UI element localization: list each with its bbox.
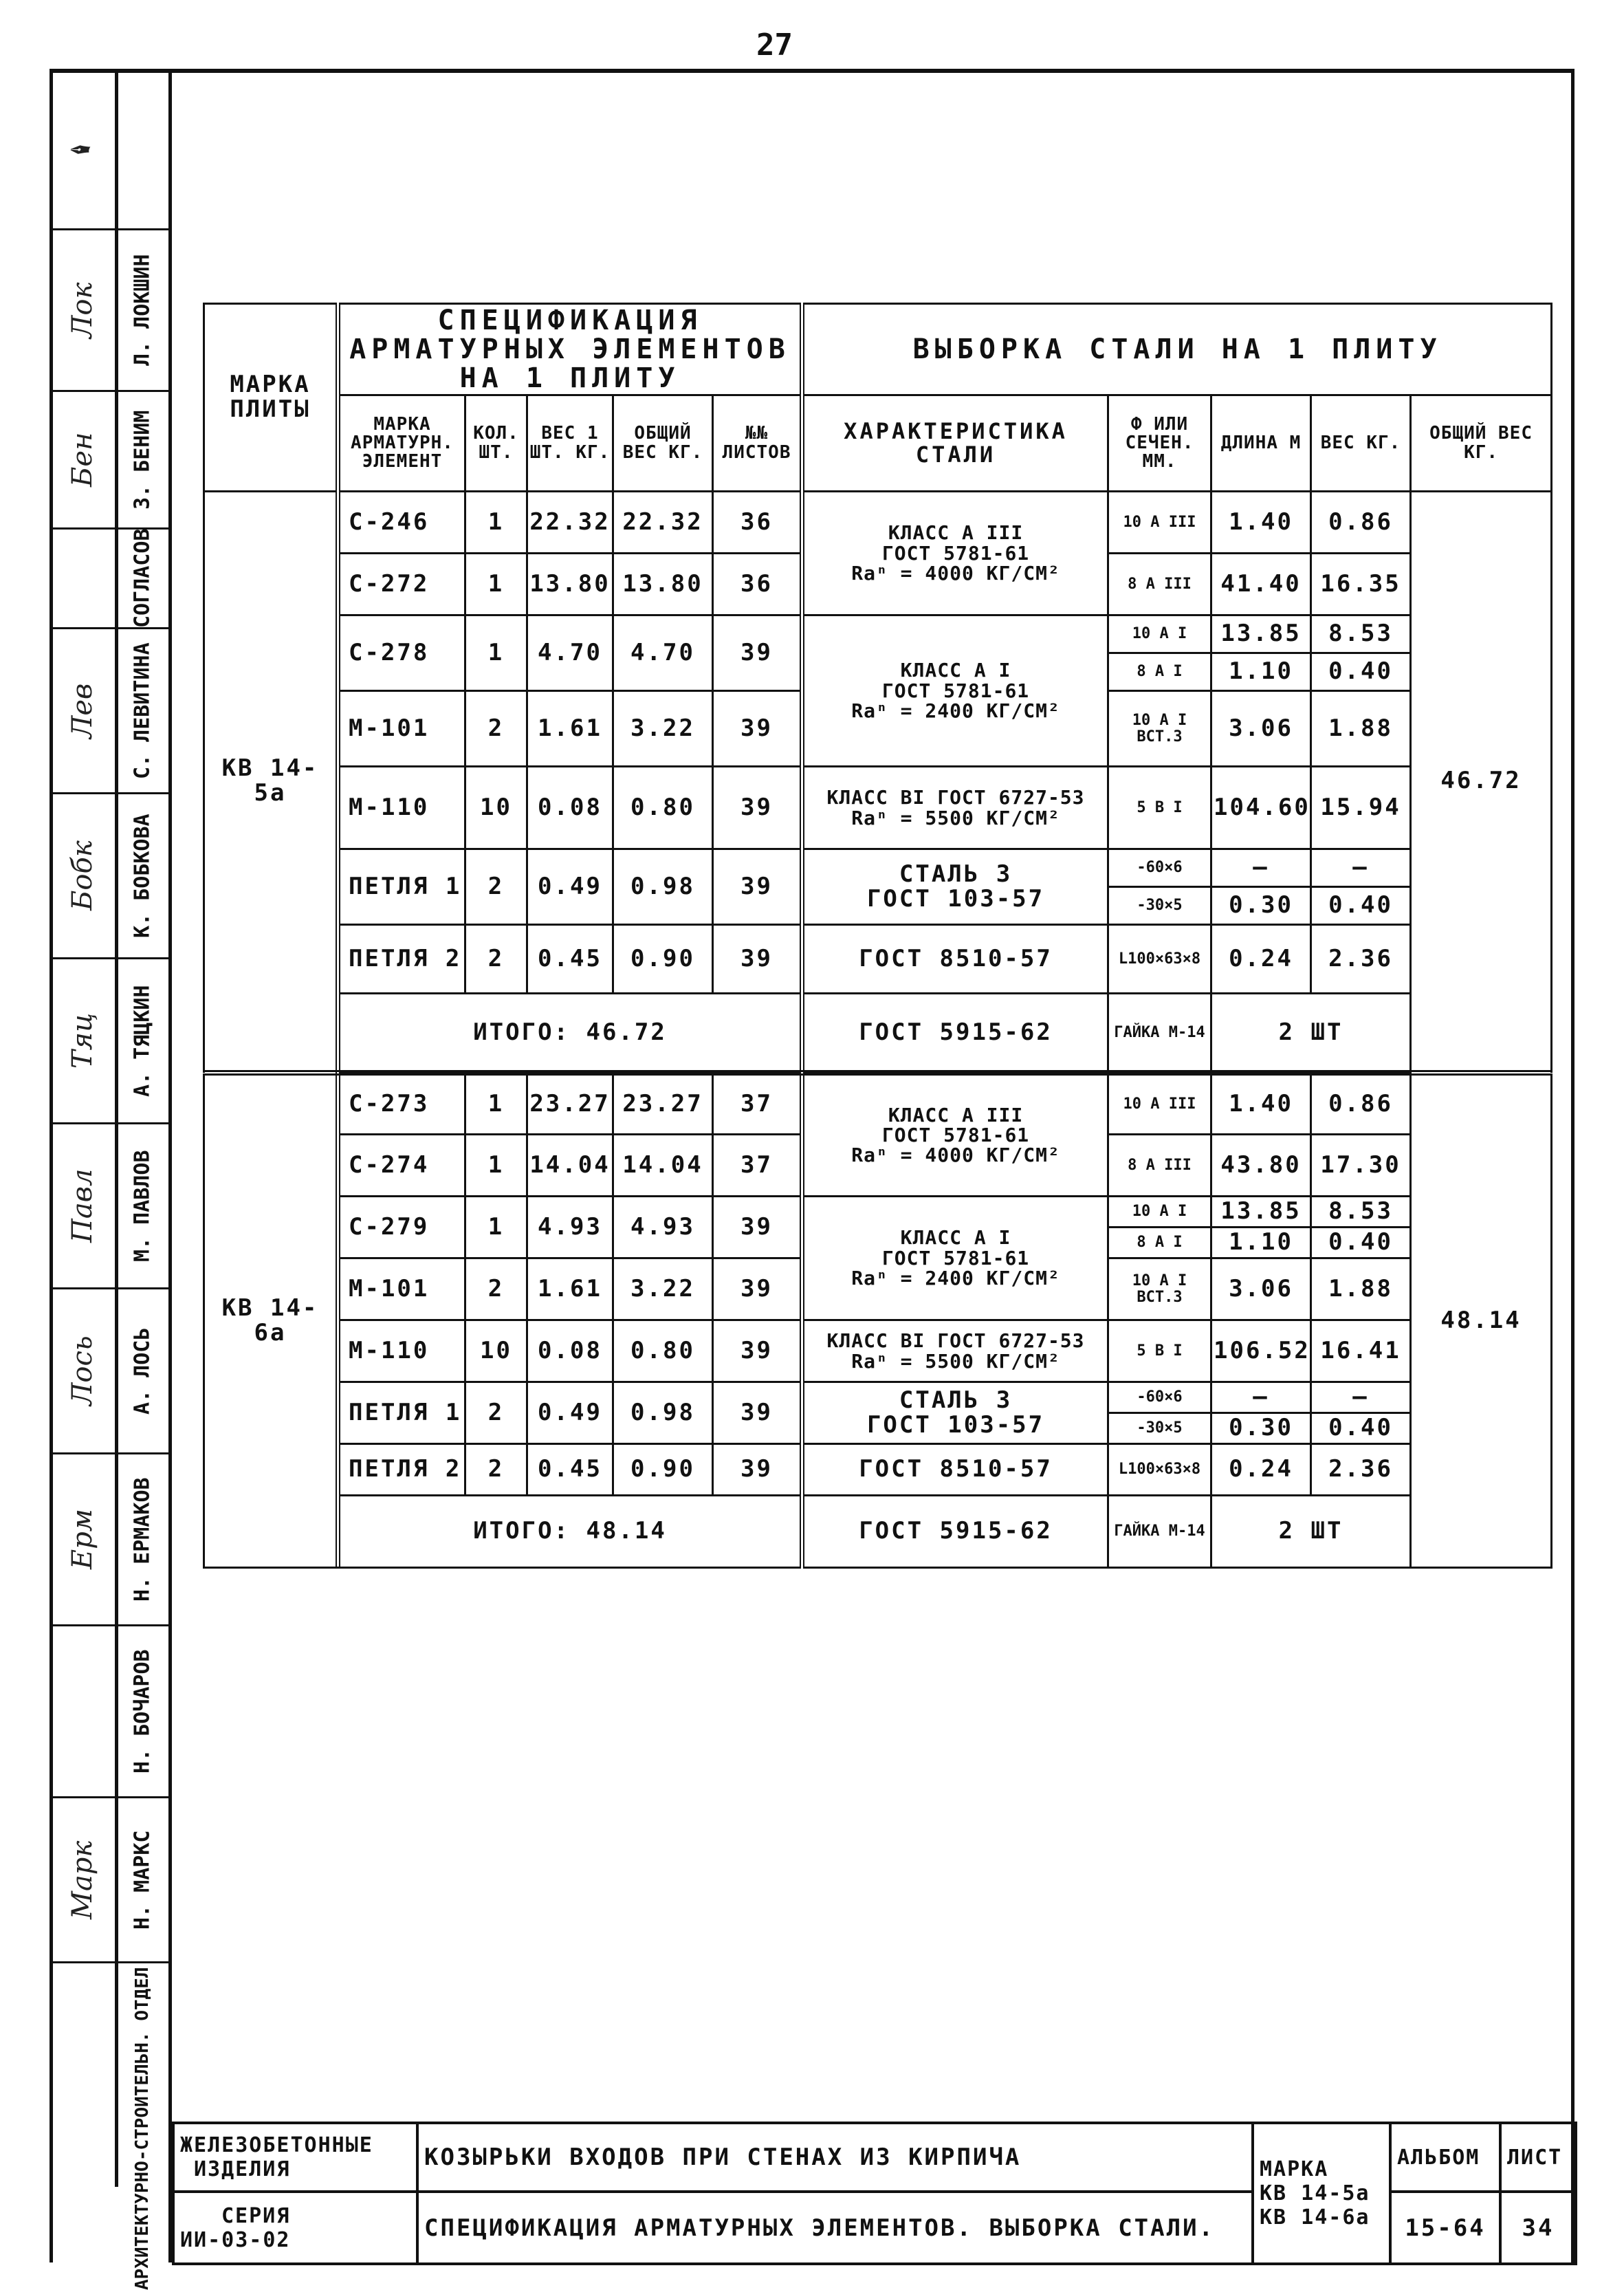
col-diameter: Ф ИЛИ СЕЧЕН. ММ. [1108, 395, 1211, 492]
steel-length: 1.10 [1211, 1228, 1311, 1258]
steel-length: 0.30 [1211, 1413, 1311, 1444]
signature-cell [50, 1124, 172, 1289]
steel-weight: 16.35 [1311, 554, 1411, 615]
element-weight-one: 22.32 [527, 492, 613, 554]
steel-length: 1.40 [1211, 1073, 1311, 1135]
element-qty: 10 [465, 767, 527, 849]
drawing-title-2: СПЕЦИФИКАЦИЯ АРМАТУРНЫХ ЭЛЕМЕНТОВ. ВЫБОРКА СТАЛИ. [417, 2192, 1253, 2264]
steel-diameter: 8 А III [1108, 1135, 1211, 1197]
steel-diameter: 10 А I [1108, 615, 1211, 653]
element-sheet: 39 [713, 925, 802, 994]
steel-length: 3.06 [1211, 691, 1311, 767]
steel-text: КЛАСС А I [900, 659, 1011, 682]
col-marka-element: МАРКА АРМАТУРН. ЭЛЕМЕНТ [338, 395, 465, 492]
marka-label: МАРКА [1260, 2157, 1329, 2181]
element-qty: 2 [465, 1382, 527, 1444]
sheet-value: 34 [1500, 2192, 1576, 2264]
col-marka-plity: МАРКА ПЛИТЫ [204, 304, 338, 492]
handwritten-signature: Тяц [67, 1012, 98, 1069]
element-weight-total: 14.04 [613, 1135, 713, 1197]
signer-name: Л. ЛОКШИН [130, 254, 155, 367]
element-mark: ПЕТЛЯ 1 [338, 849, 465, 925]
signature-column [50, 69, 172, 2290]
element-weight-one: 0.45 [527, 1444, 613, 1496]
signature-cell-stamp [50, 69, 172, 230]
steel-text: Rаⁿ = 5500 КГ/СМ² [851, 806, 1060, 829]
element-mark: ПЕТЛЯ 1 [338, 1382, 465, 1444]
element-mark: М-110 [338, 767, 465, 849]
steel-length: 1.40 [1211, 492, 1311, 554]
steel-diameter: 5 В I [1108, 1320, 1211, 1382]
signer-name: А. ТЯЦКИН [130, 985, 155, 1097]
slab-mark: КВ 14-5а [204, 492, 338, 1073]
element-weight-one: 0.49 [527, 849, 613, 925]
signer-name: З. БЕНИМ [130, 410, 155, 510]
signer-name: С. ЛЕВИТИНА [130, 642, 155, 779]
element-sheet: 39 [713, 1320, 802, 1382]
steel-weight: 8.53 [1311, 1197, 1411, 1228]
handwritten-signature: Ерм [67, 1509, 98, 1570]
signature-cell [50, 230, 172, 392]
element-weight-total: 3.22 [613, 1258, 713, 1320]
handwritten-signature: Бобк [67, 840, 98, 911]
steel-diameter: 5 В I [1108, 767, 1211, 849]
element-mark: С-274 [338, 1135, 465, 1197]
element-weight-total: 0.98 [613, 849, 713, 925]
steel-length: — [1211, 849, 1311, 887]
steel-st3 [802, 1382, 1108, 1444]
signer-name: Н. БОЧАРОВ [130, 1649, 155, 1774]
element-weight-total: 13.80 [613, 554, 713, 615]
element-weight-one: 13.80 [527, 554, 613, 615]
series-label: СЕРИЯ [221, 2203, 291, 2228]
element-weight-total: 4.70 [613, 615, 713, 691]
steel-weight: 0.40 [1311, 653, 1411, 691]
steel-diameter: 8 А I [1108, 1228, 1211, 1258]
steel-weight: 0.40 [1311, 1228, 1411, 1258]
element-mark: С-273 [338, 1073, 465, 1135]
col-quantity: КОЛ. ШТ. [465, 395, 527, 492]
steel-diameter: -30×5 [1108, 1413, 1211, 1444]
steel-weight: 0.40 [1311, 887, 1411, 925]
steel-weight: 0.40 [1311, 1413, 1411, 1444]
steel-length: 43.80 [1211, 1135, 1311, 1197]
steel-weight: 2.36 [1311, 1444, 1411, 1496]
element-mark: С-246 [338, 492, 465, 554]
element-sheet: 39 [713, 849, 802, 925]
page-number: 27 [756, 28, 793, 63]
signer-name: К. БОБКОВА [130, 814, 155, 938]
element-mark: М-101 [338, 691, 465, 767]
drawing-title-1: КОЗЫРЬКИ ВХОДОВ ПРИ СТЕНАХ ИЗ КИРПИЧА [417, 2123, 1253, 2192]
signer-name: Н. ЕРМАКОВ [130, 1477, 155, 1602]
steel-class-a1 [802, 1197, 1108, 1320]
series-value: ИИ-03-02 [180, 2227, 291, 2252]
element-sheet: 39 [713, 691, 802, 767]
marka-value: КВ 14-5а [1260, 2181, 1370, 2205]
signature-cell [50, 1798, 172, 1963]
department-label: АРХИТЕКТУРНО-СТРОИТЕЛЬН. ОТДЕЛ [132, 1967, 153, 2290]
signature-cell [50, 530, 172, 629]
steel-text: СТАЛЬ 3 [899, 1386, 1013, 1414]
element-qty: 2 [465, 691, 527, 767]
nut-quantity: 2 ШТ [1211, 1496, 1411, 1568]
organization-line: ИЗДЕЛИЯ [194, 2157, 291, 2181]
steel-class-b1 [802, 767, 1108, 849]
steel-text: КЛАСС А III [888, 1103, 1024, 1126]
element-weight-one: 23.27 [527, 1073, 613, 1135]
element-sheet: 39 [713, 1444, 802, 1496]
signature-cell [50, 1454, 172, 1626]
element-sheet: 37 [713, 1073, 802, 1135]
element-weight-one: 0.08 [527, 1320, 613, 1382]
handwritten-signature: Бен [67, 432, 98, 488]
marka-block [1253, 2123, 1390, 2264]
steel-text: Rаⁿ = 5500 КГ/СМ² [851, 1349, 1060, 1373]
element-sheet: 39 [713, 1258, 802, 1320]
signature-cell [50, 629, 172, 794]
steel-gost-5915: ГОСТ 5915-62 [802, 994, 1108, 1073]
steel-diameter: -60×6 [1108, 849, 1211, 887]
steel-diameter: 8 А I [1108, 653, 1211, 691]
element-sheet: 39 [713, 615, 802, 691]
steel-weight: 1.88 [1311, 691, 1411, 767]
stamp-mark: ✒ [67, 133, 98, 164]
col-weight: ВЕС КГ. [1311, 395, 1411, 492]
signature-cell [50, 959, 172, 1124]
col-total-weight: ОБЩИЙ ВЕС КГ. [613, 395, 713, 492]
steel-length: 104.60 [1211, 767, 1311, 849]
element-mark: С-279 [338, 1197, 465, 1258]
steel-class-a3 [802, 492, 1108, 615]
handwritten-signature: Лось [67, 1335, 98, 1406]
handwritten-signature: Лев [67, 683, 98, 739]
slab-total-weight: 46.72 [1411, 492, 1552, 1073]
element-qty: 10 [465, 1320, 527, 1382]
album-label: АЛЬБОМ [1390, 2123, 1500, 2192]
element-weight-total: 22.32 [613, 492, 713, 554]
element-weight-one: 1.61 [527, 691, 613, 767]
steel-diameter: L100×63×8 [1108, 1444, 1211, 1496]
steel-weight: 0.86 [1311, 492, 1411, 554]
album-value: 15-64 [1390, 2192, 1500, 2264]
sheet-label: ЛИСТ [1500, 2123, 1576, 2192]
element-weight-total: 0.98 [613, 1382, 713, 1444]
slab-subtotal: ИТОГО: 48.14 [338, 1496, 802, 1568]
steel-text: СТАЛЬ 3 [899, 860, 1013, 888]
element-mark: ПЕТЛЯ 2 [338, 1444, 465, 1496]
steel-text: Rаⁿ = 4000 КГ/СМ² [851, 1144, 1060, 1167]
col-total-steel-weight: ОБЩИЙ ВЕС КГ. [1411, 395, 1552, 492]
steel-diameter: 10 А III [1108, 492, 1211, 554]
steel-text: ГОСТ 103-57 [866, 1410, 1045, 1439]
element-sheet: 36 [713, 554, 802, 615]
signature-cell [50, 794, 172, 959]
steel-length: 41.40 [1211, 554, 1311, 615]
steel-length: 3.06 [1211, 1258, 1311, 1320]
steel-text: Rаⁿ = 2400 КГ/СМ² [851, 699, 1060, 723]
steel-text: ГОСТ 5781-61 [881, 1246, 1030, 1269]
steel-text: КЛАСС А III [888, 521, 1024, 545]
steel-diameter: 8 А III [1108, 554, 1211, 615]
nut-label: ГАЙКА М-14 [1108, 1496, 1211, 1568]
signer-name: А. ЛОСЬ [130, 1327, 155, 1415]
steel-weight: 2.36 [1311, 925, 1411, 994]
steel-class-b1 [802, 1320, 1108, 1382]
nut-quantity: 2 ШТ [1211, 994, 1411, 1073]
steel-weight: — [1311, 1382, 1411, 1413]
steel-weight: 0.86 [1311, 1073, 1411, 1135]
signature-cell [50, 392, 172, 530]
element-weight-total: 0.90 [613, 925, 713, 994]
element-qty: 1 [465, 1197, 527, 1258]
steel-weight: 17.30 [1311, 1135, 1411, 1197]
steel-gost-8510: ГОСТ 8510-57 [802, 1444, 1108, 1496]
steel-weight: 8.53 [1311, 615, 1411, 653]
steel-diameter: 10 А I ВСТ.3 [1108, 691, 1211, 767]
signature-cell [50, 1289, 172, 1454]
slab-subtotal: ИТОГО: 46.72 [338, 994, 802, 1073]
steel-gost-8510: ГОСТ 8510-57 [802, 925, 1108, 994]
element-mark: ПЕТЛЯ 2 [338, 925, 465, 994]
element-weight-total: 0.90 [613, 1444, 713, 1496]
steel-diameter: -60×6 [1108, 1382, 1211, 1413]
signature-cell [50, 1626, 172, 1798]
steel-length: 13.85 [1211, 615, 1311, 653]
steel-weight: — [1311, 849, 1411, 887]
steel-text: ГОСТ 5781-61 [881, 541, 1030, 565]
steel-length: 1.10 [1211, 653, 1311, 691]
element-weight-one: 14.04 [527, 1135, 613, 1197]
element-mark: М-110 [338, 1320, 465, 1382]
element-qty: 2 [465, 849, 527, 925]
element-qty: 1 [465, 554, 527, 615]
steel-text: Rаⁿ = 4000 КГ/СМ² [851, 562, 1060, 585]
element-weight-one: 4.93 [527, 1197, 613, 1258]
element-weight-one: 4.70 [527, 615, 613, 691]
steel-weight: 16.41 [1311, 1320, 1411, 1382]
element-qty: 2 [465, 1444, 527, 1496]
specification-table [203, 303, 1552, 1569]
steel-text: КЛАСС ВI ГОСТ 6727-53 [826, 786, 1085, 809]
element-qty: 1 [465, 1073, 527, 1135]
element-weight-one: 1.61 [527, 1258, 613, 1320]
element-qty: 1 [465, 615, 527, 691]
signer-name: Н. МАРКС [130, 1830, 155, 1930]
marka-value: КВ 14-6а [1260, 2205, 1370, 2229]
steel-diameter: 10 А I [1108, 1197, 1211, 1228]
element-mark: С-272 [338, 554, 465, 615]
group-steel-title: ВЫБОРКА СТАЛИ НА 1 ПЛИТУ [802, 304, 1552, 395]
steel-length: 0.24 [1211, 925, 1311, 994]
steel-gost-5915: ГОСТ 5915-62 [802, 1496, 1108, 1568]
handwritten-signature: Павл [67, 1168, 98, 1243]
element-weight-one: 0.49 [527, 1382, 613, 1444]
steel-length: — [1211, 1382, 1311, 1413]
title-block [172, 2122, 1577, 2265]
element-weight-total: 4.93 [613, 1197, 713, 1258]
signer-name: М. ПАВЛОВ [130, 1150, 155, 1262]
steel-text: ГОСТ 103-57 [866, 884, 1045, 913]
steel-diameter: 10 А III [1108, 1073, 1211, 1135]
handwritten-signature: Лок [67, 282, 98, 338]
steel-text: КЛАСС А I [900, 1226, 1011, 1250]
element-weight-total: 3.22 [613, 691, 713, 767]
element-weight-total: 0.80 [613, 767, 713, 849]
steel-diameter: L100×63×8 [1108, 925, 1211, 994]
group-spec-title: СПЕЦИФИКАЦИЯ АРМАТУРНЫХ ЭЛЕМЕНТОВ НА 1 ПЛИТУ [338, 304, 802, 395]
steel-diameter: -30×5 [1108, 887, 1211, 925]
steel-length: 106.52 [1211, 1320, 1311, 1382]
steel-length: 0.30 [1211, 887, 1311, 925]
signer-name: СОГЛАСОВ [130, 528, 155, 629]
slab-total-weight: 48.14 [1411, 1073, 1552, 1568]
series [173, 2192, 417, 2264]
element-qty: 1 [465, 1135, 527, 1197]
element-qty: 2 [465, 1258, 527, 1320]
element-weight-total: 0.80 [613, 1320, 713, 1382]
element-weight-total: 23.27 [613, 1073, 713, 1135]
organization [173, 2123, 417, 2192]
element-sheet: 37 [713, 1135, 802, 1197]
element-sheet: 39 [713, 1382, 802, 1444]
steel-length: 0.24 [1211, 1444, 1311, 1496]
steel-text: ГОСТ 5781-61 [881, 679, 1030, 702]
steel-weight: 15.94 [1311, 767, 1411, 849]
col-length: ДЛИНА М [1211, 395, 1311, 492]
col-steel-characteristic: ХАРАКТЕРИСТИКА СТАЛИ [802, 395, 1108, 492]
steel-text: ГОСТ 5781-61 [881, 1124, 1030, 1147]
element-sheet: 39 [713, 767, 802, 849]
element-mark: М-101 [338, 1258, 465, 1320]
element-weight-one: 0.08 [527, 767, 613, 849]
steel-class-a3 [802, 1073, 1108, 1197]
steel-diameter: 10 А I ВСТ.3 [1108, 1258, 1211, 1320]
element-weight-one: 0.45 [527, 925, 613, 994]
steel-st3 [802, 849, 1108, 925]
steel-length: 13.85 [1211, 1197, 1311, 1228]
element-sheet: 39 [713, 1197, 802, 1258]
steel-text: КЛАСС ВI ГОСТ 6727-53 [826, 1329, 1085, 1353]
nut-label: ГАЙКА М-14 [1108, 994, 1211, 1073]
handwritten-signature: Марк [67, 1840, 98, 1919]
organization-line: ЖЕЛЕЗОБЕТОННЫЕ [180, 2133, 373, 2157]
steel-weight: 1.88 [1311, 1258, 1411, 1320]
steel-text: Rаⁿ = 2400 КГ/СМ² [851, 1267, 1060, 1290]
steel-class-a1 [802, 615, 1108, 767]
slab-mark: КВ 14-6а [204, 1073, 338, 1568]
element-qty: 2 [465, 925, 527, 994]
element-sheet: 36 [713, 492, 802, 554]
element-qty: 1 [465, 492, 527, 554]
col-weight-one: ВЕС 1 ШТ. КГ. [527, 395, 613, 492]
element-mark: С-278 [338, 615, 465, 691]
col-sheets: №№ ЛИСТОВ [713, 395, 802, 492]
